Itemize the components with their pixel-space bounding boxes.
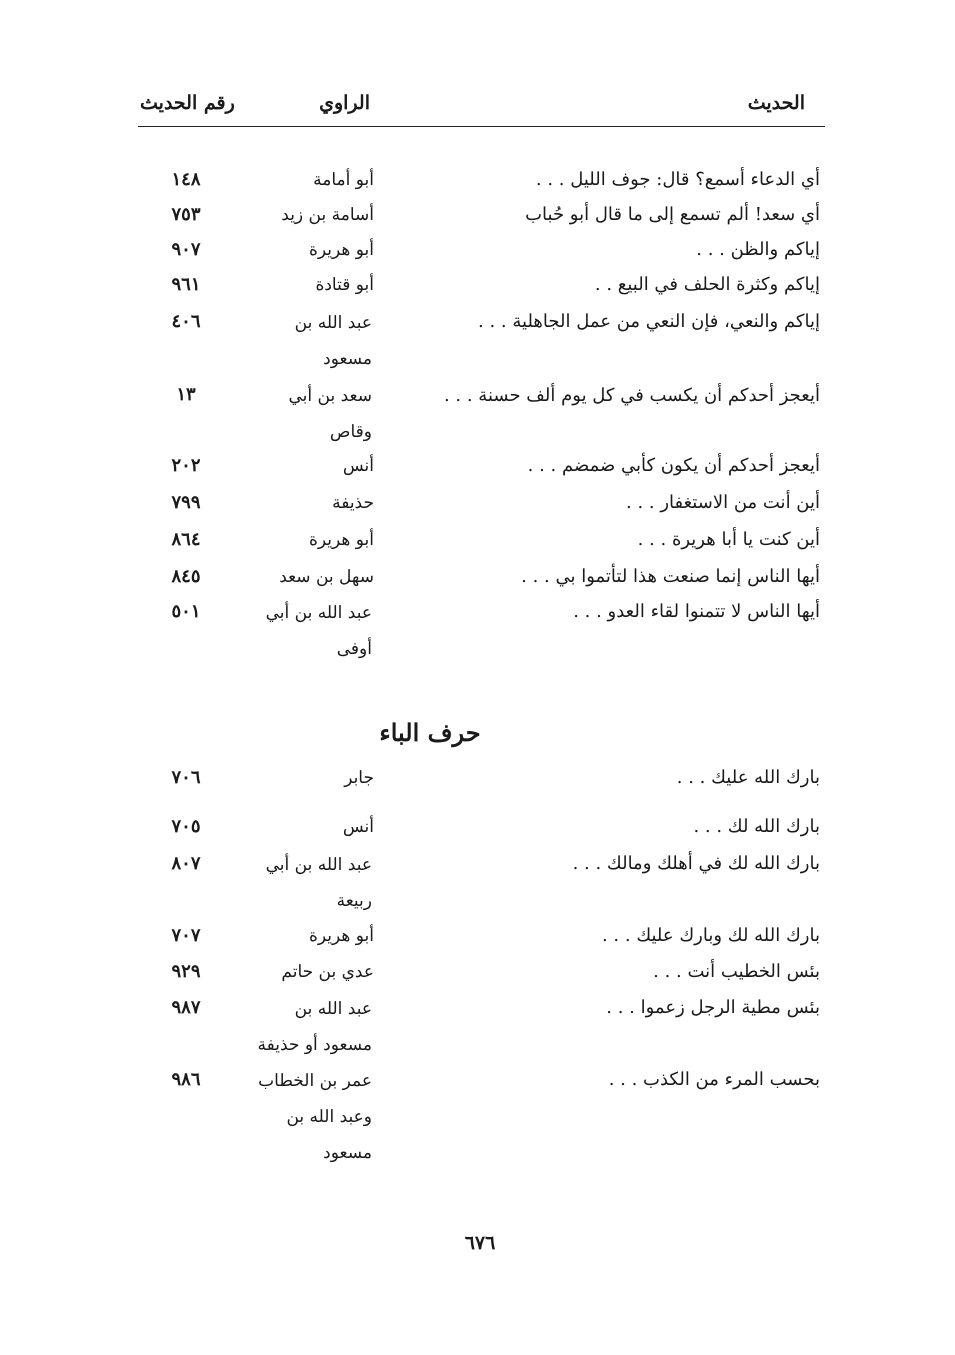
header-narrator: الراوي <box>319 92 370 114</box>
hadith-number: ٨٦٤ <box>171 529 201 550</box>
hadith-text: بحسب المرء من الكذب . . . <box>608 1069 820 1090</box>
hadith-text: أين أنت من الاستغفار . . . <box>626 492 820 513</box>
table-row <box>138 268 825 302</box>
table-row <box>138 233 825 267</box>
hadith-number: ٨٤٥ <box>171 566 201 587</box>
hadith-text: بارك الله لك . . . <box>693 816 820 837</box>
table-row <box>138 378 825 450</box>
hadith-text: بارك الله لك في أهلك ومالك . . . <box>572 853 820 874</box>
hadith-text: أيعجز أحدكم أن يكسب في كل يوم ألف حسنة . . . <box>443 385 820 406</box>
hadith-number: ١٣ <box>176 384 196 405</box>
hadith-text: بارك الله لك وبارك عليك . . . <box>601 925 820 946</box>
table-row <box>138 305 825 377</box>
narrator-name: سعد بن أبي وقاص <box>288 386 372 442</box>
hadith-number: ٧٠٥ <box>171 816 201 837</box>
header-hadith: الحديث <box>747 92 805 114</box>
hadith-number: ٢٠٢ <box>171 455 201 476</box>
hadith-number: ٤٠٦ <box>171 311 201 332</box>
table-row <box>138 847 825 919</box>
hadith-text: أيها الناس لا تتمنوا لقاء العدو . . . <box>573 601 820 622</box>
hadith-number: ٩٠٧ <box>171 239 201 260</box>
narrator-name: عبد الله بن مسعود <box>294 313 372 369</box>
hadith-text: أيها الناس إنما صنعت هذا لتأتموا بي . . . <box>521 566 820 587</box>
narrator-name: جابر <box>344 768 374 788</box>
narrator-name: سهل بن سعد <box>279 567 374 587</box>
table-row <box>138 595 825 667</box>
hadith-text: بارك الله عليك . . . <box>676 767 820 788</box>
table-row <box>138 449 825 483</box>
hadith-number: ٩٨٧ <box>171 997 201 1018</box>
narrator-name: أبو هريرة <box>308 926 374 946</box>
narrator-name: أبو هريرة <box>308 530 374 550</box>
table-row <box>138 163 825 197</box>
hadith-number: ٧٩٩ <box>171 492 201 513</box>
hadith-number: ٥٠١ <box>171 601 201 622</box>
narrator-name: عمر بن الخطاب وعبد الله بن مسعود <box>258 1071 372 1163</box>
table-row <box>138 761 825 795</box>
header-number: رقم الحديث <box>140 92 235 114</box>
narrator-name: أنس <box>342 456 374 476</box>
table-row <box>138 955 825 989</box>
hadith-text: أين كنت يا أبا هريرة . . . <box>637 529 820 550</box>
hadith-number: ٧٠٦ <box>171 767 201 788</box>
table-row <box>138 486 825 520</box>
narrator-name: عبد الله بن أبي أوفى <box>265 603 372 659</box>
narrator-name: أبو قتادة <box>315 275 374 295</box>
narrator-name: أبو هريرة <box>308 240 374 260</box>
table-row <box>138 810 825 844</box>
table-row <box>138 523 825 557</box>
hadith-text: أي سعد! ألم تسمع إلى ما قال أبو حُباب <box>525 204 820 225</box>
narrator-name: عبد الله بن مسعود أو حذيفة <box>257 999 372 1055</box>
narrator-name: حذيفة <box>332 493 374 513</box>
table-row <box>138 1063 825 1207</box>
narrator-name: أبو أمامة <box>313 170 374 190</box>
hadith-text: إياكم والظن . . . <box>696 239 820 260</box>
narrator-name: عدي بن حاتم <box>281 962 374 982</box>
narrator-name: أسامة بن زيد <box>281 205 374 225</box>
hadith-number: ٩٢٩ <box>171 961 201 982</box>
page-number: ٦٧٦ <box>464 1232 496 1254</box>
narrator-name: عبد الله بن أبي ربيعة <box>265 855 372 911</box>
hadith-text: بئس الخطيب أنت . . . <box>653 961 820 982</box>
table-row <box>138 919 825 953</box>
hadith-text: أيعجز أحدكم أن يكون كأبي ضمضم . . . <box>527 455 820 476</box>
table-row <box>138 991 825 1063</box>
hadith-text: إياكم وكثرة الحلف في البيع . . <box>594 274 820 295</box>
narrator-name: أنس <box>342 817 374 837</box>
hadith-text: إياكم والنعي، فإن النعي من عمل الجاهلية . . . <box>478 311 820 332</box>
hadith-text: بئس مطية الرجل زعموا . . . <box>606 997 820 1018</box>
hadith-number: ٨٠٧ <box>171 853 201 874</box>
table-row <box>138 198 825 232</box>
hadith-number: ٩٦١ <box>171 274 201 295</box>
hadith-text: أي الدعاء أسمع؟ قال: جوف الليل . . . <box>535 169 820 190</box>
hadith-number: ٧٥٣ <box>171 204 201 225</box>
hadith-number: ١٤٨ <box>171 169 201 190</box>
table-row <box>138 560 825 594</box>
table-header <box>138 90 825 127</box>
hadith-number: ٩٨٦ <box>171 1069 201 1090</box>
hadith-number: ٧٠٧ <box>171 925 201 946</box>
section-title: حرف الباء <box>379 718 481 747</box>
